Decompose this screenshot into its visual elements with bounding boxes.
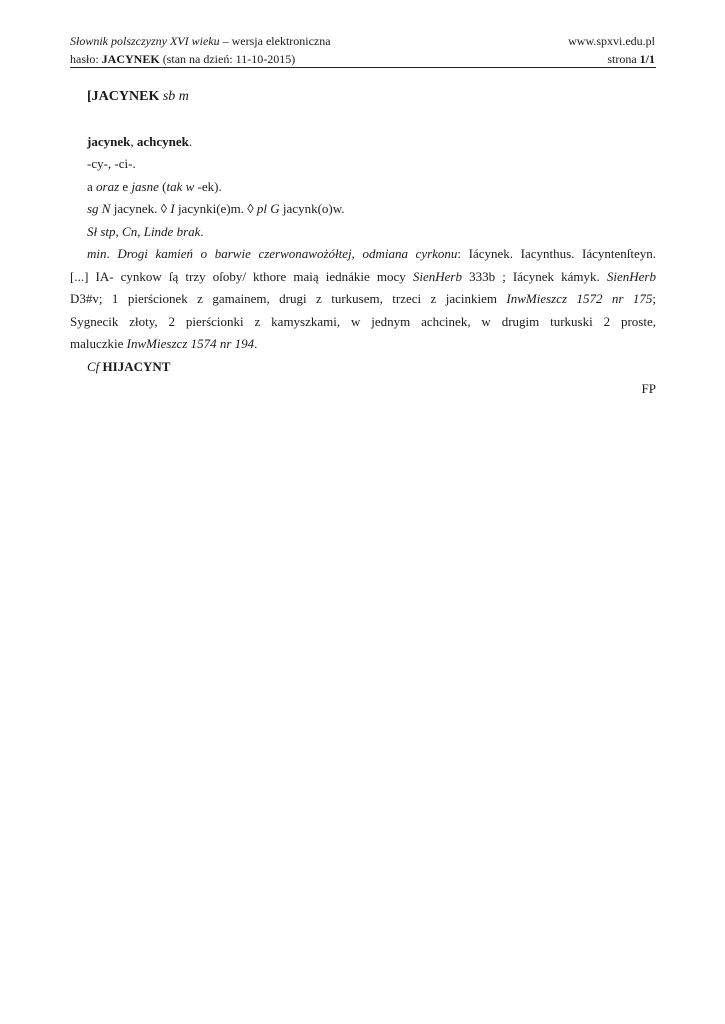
vowel-tak: tak w: [166, 178, 195, 194]
definition-quote: : Iácynek. Iacynthus. Iácyntenſteyn.: [457, 246, 656, 261]
citation-line-1: [70, 266, 656, 289]
page-number: [607, 50, 655, 68]
cross-reference-line: [70, 356, 656, 379]
definition-text: Drogi kamień o barwie czerwonawożółtej, odmiana cyrkonu: [117, 246, 458, 261]
vowel-line: [70, 176, 656, 199]
forms-separator: ,: [130, 133, 137, 149]
citation-2-end: ;: [652, 291, 656, 306]
vowel-oraz: oraz: [96, 178, 120, 194]
infl-text-1: jacynek. ◊: [110, 201, 171, 216]
source-linde: Linde brak: [143, 223, 201, 239]
sources-sep-2: ,: [137, 223, 144, 239]
forms-line: [70, 131, 656, 154]
source-sl-stp: Sł stp: [87, 223, 116, 239]
citation-1-text: [...] IA- cynkow ſą trzy oſoby/ kthore maią iednákie mocy: [70, 268, 413, 284]
infl-text-3: jacynk(o)w.: [279, 201, 345, 216]
strona-label: strona: [607, 52, 640, 66]
citation-4-text: maluczkie: [70, 336, 127, 351]
definition-line: [70, 243, 656, 266]
form-jacynek: jacynek: [87, 133, 131, 149]
citation-1-source-2: SienHerb: [606, 268, 656, 284]
haslo-word: JACYNEK: [101, 52, 160, 66]
citation-1-source: SienHerb: [412, 268, 462, 284]
page-header: [70, 32, 655, 68]
vowel-end: -ek).: [194, 178, 222, 194]
infl-sgN: sg N: [87, 201, 111, 216]
dictionary-title-rest: – wersja elektroniczna: [219, 34, 331, 48]
citation-1-text-b: 333b ; Iácynek kámyk.: [461, 268, 607, 284]
infl-plG: pl G: [256, 201, 280, 216]
citation-4-source: InwMieszcz 1574 nr 194: [126, 336, 255, 351]
vowel-a: a: [87, 178, 97, 194]
headword-line: [70, 86, 656, 109]
infl-text-2: jacynki(e)m. ◊: [174, 201, 257, 216]
citation-line-3: [70, 311, 656, 334]
sources-line: [70, 221, 656, 244]
endings-line: -cy-, -ci-.: [87, 156, 136, 171]
inflection-line: [70, 198, 656, 221]
vowel-jasne: jasne: [131, 178, 159, 194]
cf-word[interactable]: HIJACYNT: [102, 358, 171, 374]
dictionary-title-italic: Słownik polszczyzny XVI wieku: [70, 34, 220, 48]
sources-sep: ,: [115, 223, 123, 239]
forms-end: .: [188, 133, 193, 149]
vowel-e: e: [119, 178, 132, 194]
header-divider: [70, 67, 656, 68]
form-achcynek: achcynek: [136, 133, 189, 149]
citation-line-2: [70, 288, 656, 311]
citation-2-text: D3#v; 1 pierścionek z gamainem, drugi z turkusem, trzeci z jacinkiem: [70, 291, 507, 306]
definition-dot: .: [106, 246, 118, 261]
entry-body: [70, 86, 656, 401]
citation-3-text: Sygnecik złoty, 2 pierścionki z kamyszkami, w jednym achcinek, w drugim turkuski 2 proste,: [70, 313, 656, 329]
haslo-date: (stan na dzień: 11-10-2015): [159, 52, 296, 66]
spacer: [70, 109, 656, 131]
entry-info: [70, 50, 295, 68]
haslo-label: hasło:: [70, 52, 102, 66]
headword-grammar: sb m: [159, 89, 189, 104]
header-row-1: [70, 32, 655, 50]
citation-line-4: [70, 333, 656, 356]
author-signature: FP: [641, 381, 656, 396]
headword: [JACYNEK: [87, 89, 160, 104]
vowel-paren: (: [158, 178, 167, 194]
cf-label: Cf: [87, 358, 100, 374]
definition-min: min: [87, 246, 107, 261]
header-row-2: [70, 50, 655, 68]
website-link[interactable]: www.spxvi.edu.pl: [568, 34, 655, 48]
source-cn: Cn: [122, 223, 138, 239]
citation-2-source: InwMieszcz 1572 nr 175: [506, 291, 653, 306]
strona-value: 1/1: [639, 52, 655, 66]
citation-4-end: .: [254, 336, 258, 351]
sources-end: .: [200, 223, 204, 239]
infl-I: I: [170, 201, 175, 216]
dictionary-title: [70, 32, 331, 50]
